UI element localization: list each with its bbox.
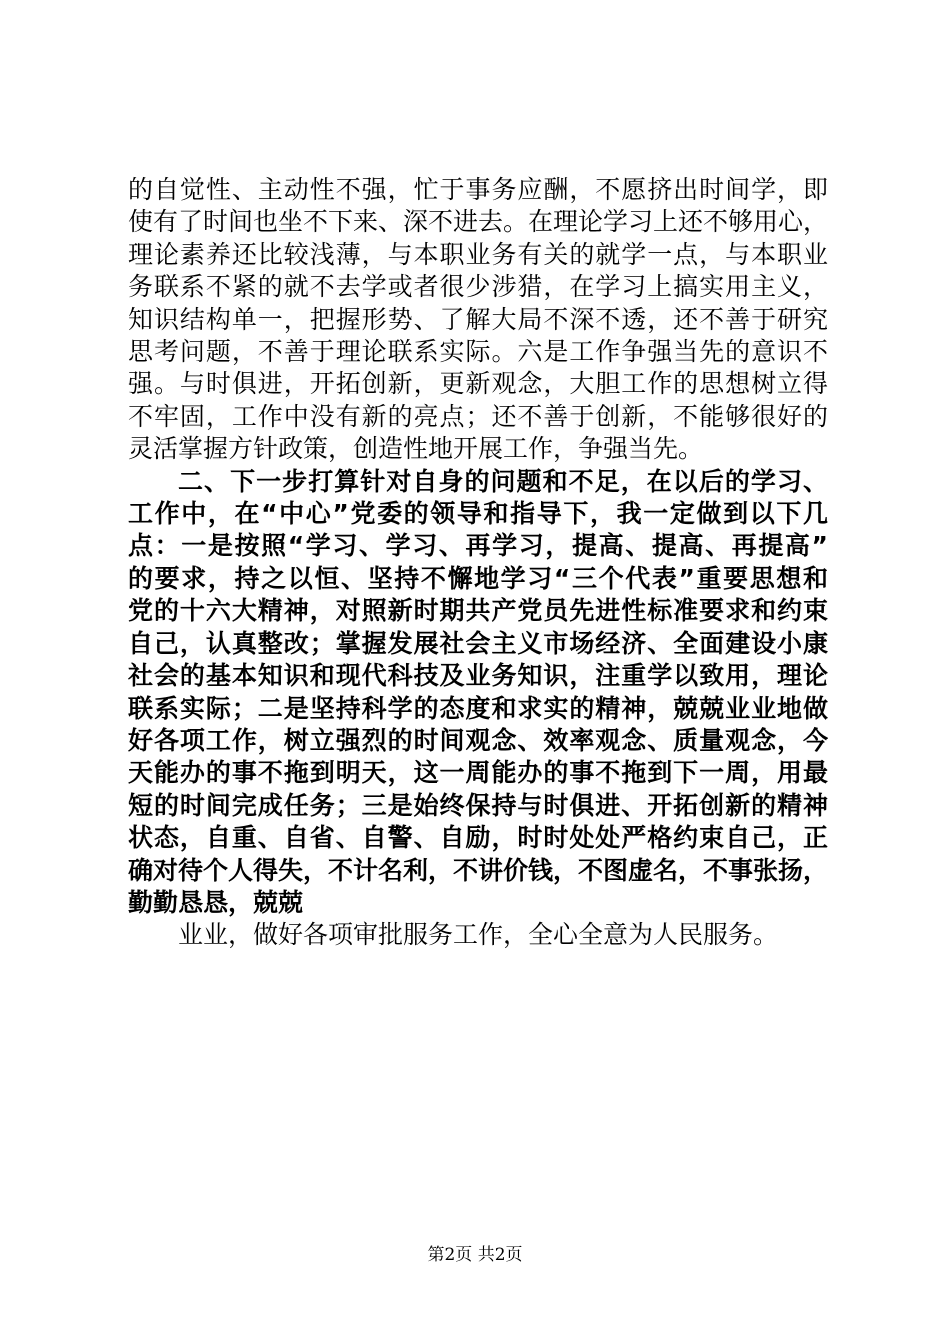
text-line: 二、下一步打算针对自身的问题和不足，在以后的学习、 <box>178 466 828 496</box>
text-line: 状态，自重、自省、自警、自励，时时处处严格约束自己，正 <box>128 823 828 853</box>
page-footer: 第2页 共2页 <box>427 1245 523 1265</box>
text-line: 强。与时俱进，开拓创新，更新观念，大胆工作的思想树立得 <box>128 369 828 399</box>
text-line: 知识结构单一，把握形势、了解大局不深不透，还不善于研究 <box>128 304 828 334</box>
text-line: 思考问题，不善于理论联系实际。六是工作争强当先的意识不 <box>128 337 828 367</box>
paragraph-2 <box>128 466 828 920</box>
text-line: 短的时间完成任务；三是始终保持与时俱进、开拓创新的精神 <box>128 790 828 820</box>
text-line: 使有了时间也坐不下来、深不进去。在理论学习上还不够用心， <box>128 207 829 237</box>
text-line: 的要求，持之以恒、坚持不懈地学习“三个代表”重要思想和 <box>128 563 828 593</box>
text-line: 的自觉性、主动性不强，忙于事务应酬，不愿挤出时间学，即 <box>128 175 828 204</box>
paragraph-1 <box>128 174 828 466</box>
text-line: 务联系不紧的就不去学或者很少涉猎，在学习上搞实用主义， <box>128 272 828 302</box>
text-line: 天能办的事不拖到明天，这一周能办的事不拖到下一周，用最 <box>128 758 828 788</box>
document-body <box>128 174 828 952</box>
text-line: 理论素养还比较浅薄，与本职业务有关的就学一点，与本职业 <box>128 239 828 269</box>
text-line: 勤勤恳恳，兢兢 <box>128 887 304 917</box>
text-line: 确对待个人得失，不计名利，不讲价钱，不图虚名，不事张扬， <box>128 855 829 885</box>
text-line: 联系实际；二是坚持科学的态度和求实的精神，兢兢业业地做 <box>128 693 828 723</box>
text-line: 社会的基本知识和现代科技及业务知识，注重学以致用，理论 <box>128 661 828 691</box>
text-line: 不牢固，工作中没有新的亮点；还不善于创新，不能够很好的 <box>128 401 828 431</box>
paragraph-3 <box>128 919 828 951</box>
text-line: 工作中，在“中心”党委的领导和指导下，我一定做到以下几 <box>128 499 828 529</box>
text-line: 好各项工作，树立强烈的时间观念、效率观念、质量观念，今 <box>128 725 828 755</box>
text-line: 点：一是按照“学习、学习、再学习，提高、提高、再提高” <box>128 531 828 561</box>
text-line: 自己，认真整改；掌握发展社会主义市场经济、全面建设小康 <box>128 628 828 658</box>
text-line: 党的十六大精神，对照新时期共产党员先进性标准要求和约束 <box>128 596 828 626</box>
text-line: 业业，做好各项审批服务工作，全心全意为人民服务。 <box>178 920 779 950</box>
text-line: 灵活掌握方针政策，创造性地开展工作，争强当先。 <box>128 434 704 464</box>
